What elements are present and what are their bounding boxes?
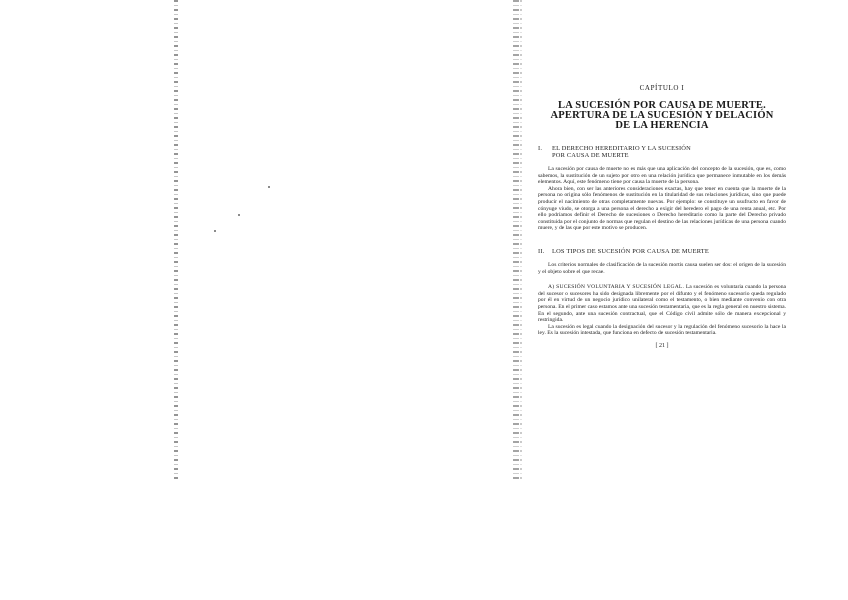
book-gutter	[513, 0, 519, 480]
section-1-body	[538, 166, 786, 232]
paragraph: Los criterios normales de clasificación de la sucesión mortis causa suelen ser dos: el origen de la sucesión y el objeto sobre el que recae.	[538, 261, 786, 275]
section-2-body	[538, 262, 786, 275]
scan-speck	[238, 214, 240, 216]
chapter-title	[538, 101, 786, 131]
book-gutter-shadow	[520, 0, 522, 480]
subsection-a	[538, 284, 786, 337]
section-number: II.	[538, 247, 545, 255]
paragraph: La sucesión es legal cuando la designación del sucesor y la regulación del fenómeno sucesorio la hace la ley. Es la sucesión intestada, que funciona en defecto de sucesión testamentaria.	[538, 323, 786, 337]
title-line: APERTURA DE LA SUCESIÓN Y DELACIÓN	[550, 110, 774, 121]
section-heading-line: EL DERECHO HEREDITARIO Y LA SUCESIÓN	[552, 145, 691, 152]
subsection-heading: A) SUCESIÓN VOLUNTARIA Y SUCESIÓN LEGAL.	[548, 284, 685, 291]
right-book-page	[538, 84, 786, 464]
paragraph: La sucesión por causa de muerte no es más que una aplicación del concepto de la sucesión, que es, como sabemos, la sustitución de un sujeto por otro en una relación jurídica que permanece inmutable en los demás elementos. Aquí, este fenómeno tiene por causa la muerte de la persona.	[538, 166, 786, 186]
section-number: I.	[538, 145, 543, 152]
title-line: LA SUCESIÓN POR CAUSA DE MUERTE.	[558, 100, 766, 111]
chapter-label: CAPÍTULO I	[639, 84, 685, 92]
subsection-text: La sucesión es voluntaria cuando la persona del sucesor o sucesores ha sido designada libremente por el difunto y el fenómeno sucesorio queda regulado por él en virtud de un negocio jurídico unilateral como el testamento, o bien mediante convenio con otra persona. En el primer caso estamos ante una sucesión testamentaria, que es la regla general en nuestro sistema. En el segundo, ante una sucesión contractual, que el Código civil admite sólo de manera excepcional y restringida.	[538, 284, 786, 324]
title-line: DE LA HERENCIA	[615, 120, 709, 131]
paragraph	[538, 284, 786, 324]
section-heading-line: LOS TIPOS DE SUCESIÓN POR CAUSA DE MUERTE	[552, 247, 710, 255]
paragraph: Ahora bien, con ser las anteriores consideraciones exactas, hay que tener en cuenta que la muerte de la persona no origina sólo fenómenos de sustitución en la titularidad de sus relaciones jurídicas, sino que puede producir el nacimiento de otras completamente nuevas. Por ejemplo: se constituye un usufructo en favor de cónyuge viudo, se otorga a una persona el derecho a exigir del heredero el pago de una renta anual, etc. Por ello podríamos definir el Derecho de sucesiones o Derecho hereditario como la parte del Derecho privado constituida por el conjunto de normas que regulan el destino de las relaciones jurídicas de una persona cuando muere, y de las que por este motivo se producen.	[538, 185, 786, 232]
section-1-heading	[538, 145, 786, 159]
left-page-edge	[174, 0, 178, 480]
section-2-heading	[538, 248, 786, 255]
scan-speck	[268, 186, 270, 188]
section-heading-line: POR CAUSA DE MUERTE	[552, 152, 629, 159]
page-number: [ 21 ]	[655, 342, 669, 349]
scan-speck	[214, 230, 216, 232]
